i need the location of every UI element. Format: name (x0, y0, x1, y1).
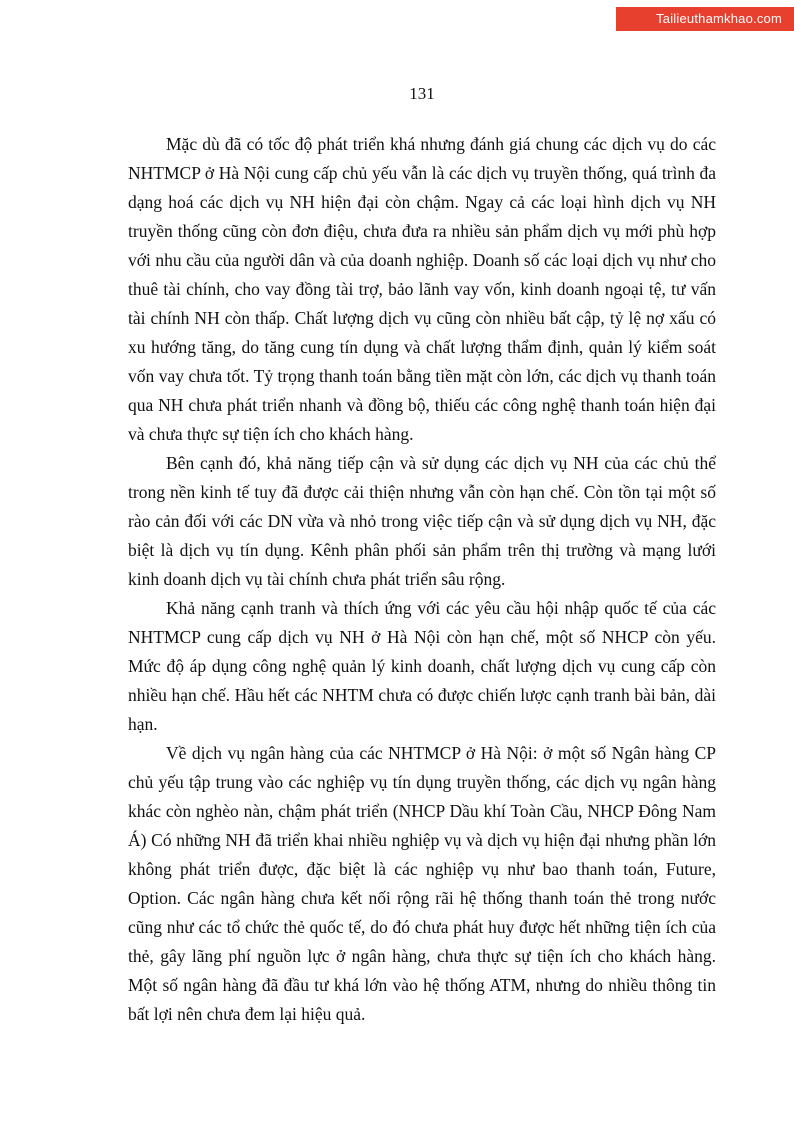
document-page (128, 84, 716, 1029)
paragraph: Mặc dù đã có tốc độ phát triển khá nhưng đánh giá chung các dịch vụ do các NHTMCP ở Hà Nội cung cấp chủ yếu vẫn là các dịch vụ truyền thống, quá trình đa dạng hoá các dịch vụ NH hiện đại còn chậm. Ngay cả các loại hình dịch vụ NH truyền thống cũng còn đơn điệu, chưa đưa ra nhiều sản phẩm dịch vụ mới phù hợp với nhu cầu của người dân và của doanh nghiệp. Doanh số các loại dịch vụ như cho thuê tài chính, cho vay đồng tài trợ, bảo lãnh vay vốn, kinh doanh ngoại tệ, tư vấn tài chính NH còn thấp. Chất lượng dịch vụ cũng còn nhiều bất cập, tỷ lệ nợ xấu có xu hướng tăng, do tăng cung tín dụng và chất lượng thẩm định, quản lý kiểm soát vốn vay chưa tốt. Tỷ trọng thanh toán bằng tiền mặt còn lớn, các dịch vụ thanh toán qua NH chưa phát triển nhanh và đồng bộ, thiếu các công nghệ thanh toán hiện đại và chưa thực sự tiện ích cho khách hàng. (128, 134, 716, 444)
document-body (128, 130, 716, 1029)
watermark-text: Tailieuthamkhao.com (656, 11, 782, 26)
paragraph: Bên cạnh đó, khả năng tiếp cận và sử dụng các dịch vụ NH của các chủ thể trong nền kinh tế tuy đã được cải thiện nhưng vẫn còn hạn chế. Còn tồn tại một số rào cản đối với các DN vừa và nhỏ trong việc tiếp cận và sử dụng dịch vụ NH, đặc biệt là dịch vụ tín dụng. Kênh phân phối sản phẩm trên thị trường và mạng lưới kinh doanh dịch vụ tài chính chưa phát triển sâu rộng. (128, 453, 716, 589)
page-number: 131 (409, 84, 435, 103)
watermark-banner (616, 7, 794, 31)
paragraph: Khả năng cạnh tranh và thích ứng với các yêu cầu hội nhập quốc tế của các NHTMCP cung cấp dịch vụ NH ở Hà Nội còn hạn chế, một số NHCP còn yếu. Mức độ áp dụng công nghệ quản lý kinh doanh, chất lượng dịch vụ cung cấp còn nhiều hạn chế. Hầu hết các NHTM chưa có được chiến lược cạnh tranh bài bản, dài hạn. (128, 598, 716, 734)
paragraph: Về dịch vụ ngân hàng của các NHTMCP ở Hà Nội: ở một số Ngân hàng CP chủ yếu tập trung vào các nghiệp vụ tín dụng truyền thống, các dịch vụ ngân hàng khác còn nghèo nàn, chậm phát triển (NHCP Dầu khí Toàn Cầu, NHCP Đông Nam Á) Có những NH đã triển khai nhiều nghiệp vụ và dịch vụ hiện đại nhưng phần lớn không phát triển được, đặc biệt là các nghiệp vụ như bao thanh toán, Future, Option. Các ngân hàng chưa kết nối rộng rãi hệ thống thanh toán thẻ trong nước cũng như các tổ chức thẻ quốc tế, do đó chưa phát huy được hết những tiện ích của thẻ, gây lãng phí nguồn lực ở ngân hàng, chưa thực sự tiện ích cho khách hàng. Một số ngân hàng đã đầu tư khá lớn vào hệ thống ATM, nhưng do nhiều thông tin bất lợi nên chưa đem lại hiệu quả. (128, 743, 716, 1024)
